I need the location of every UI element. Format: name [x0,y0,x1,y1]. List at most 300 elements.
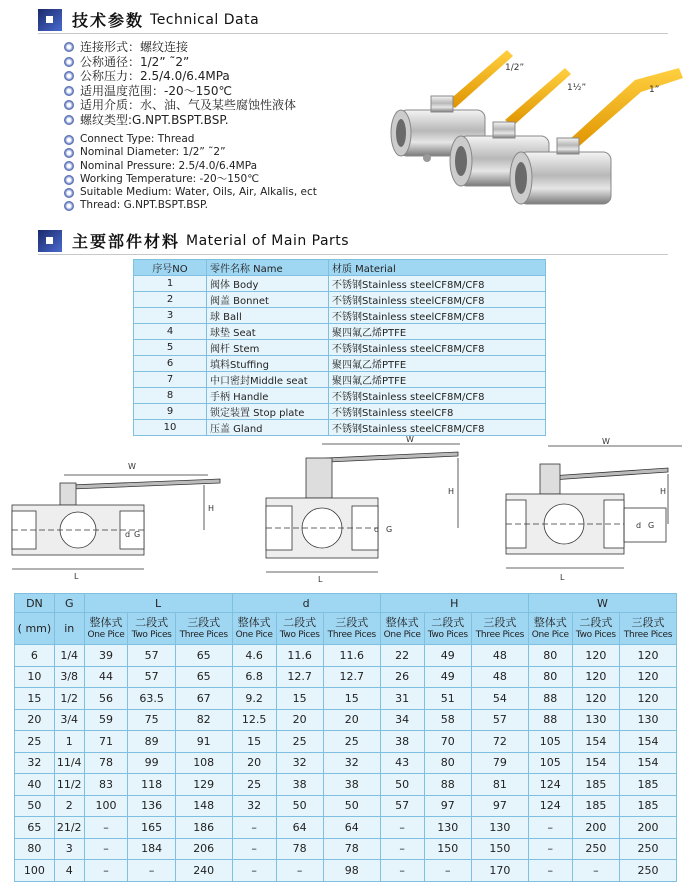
dims-cell: 120 [619,645,676,667]
part-material: 不锈钢Stainless steelCF8M/CF8 [329,420,546,436]
dims-cell: 78 [84,752,128,774]
bullet-icon [64,57,74,67]
parts-table-row [134,324,546,340]
dims-cell: 97 [471,795,528,817]
parts-table-row [134,276,546,292]
spec-item [64,69,296,84]
spec-text: Suitable Medium: Water, Oils, Air, Alkalis, ect [80,186,317,199]
dims-subheader [424,613,471,645]
dims-cell: 49 [424,666,471,688]
dims-cell: 206 [175,838,232,860]
dims-cell: 185 [619,774,676,796]
dims-subheader-zh: 二段式 [135,615,169,629]
part-no: 8 [134,388,207,404]
dims-cell: 25 [232,774,276,796]
dims-cell: 75 [128,709,175,731]
photo-label-3: 1” [649,85,660,95]
dims-cell: 57 [128,645,175,667]
dims-cell: 80 [528,645,572,667]
dims-subheader-zh: 三段式 [335,615,369,629]
part-name: 球 Ball [207,308,329,324]
dims-cell: 44 [84,666,128,688]
spec-item [64,98,296,113]
spec-item [64,186,317,199]
dims-cell: 184 [128,838,175,860]
dims-cell: 88 [528,709,572,731]
dims-cell: 150 [471,838,528,860]
dims-cell: – [232,817,276,839]
dims-subheader-zh: 二段式 [283,615,317,629]
dims-cell: 82 [175,709,232,731]
dims-cell: 99 [128,752,175,774]
dims-cell: 50 [276,795,323,817]
spec-text: 连接形式：螺纹连接 [80,40,189,54]
dims-cell: 12.7 [276,666,323,688]
dims-cell: 185 [572,774,619,796]
dims-cell: – [528,817,572,839]
part-name: 填料Stuffing [207,356,329,372]
dims-cell: 97 [424,795,471,817]
dims-subheader-en: Three Pices [179,629,228,640]
dims-cell: 50 [323,795,380,817]
dims-subheader-en: Three Pices [475,629,524,640]
spec-item [64,199,317,212]
dims-cell: 1 [54,731,84,753]
part-name: 手柄 Handle [207,388,329,404]
drawing-one-piece [8,445,230,585]
dims-subheader [84,613,128,645]
dims-cell: 124 [528,774,572,796]
dims-cell: 48 [471,645,528,667]
dims-cell: 154 [619,752,676,774]
dims-subheader-en: One Pice [531,629,569,640]
dims-cell: 120 [619,666,676,688]
dims-dn-unit: ( mm) [15,613,55,645]
dims-cell: 20 [323,709,380,731]
dims-col-w: W [528,594,676,613]
part-material: 不锈钢Stainless steelCF8M/CF8 [329,276,546,292]
part-no: 1 [134,276,207,292]
dims-cell: 58 [424,709,471,731]
dims-cell: 11.6 [276,645,323,667]
section-divider [38,254,668,255]
dims-cell: – [84,860,128,882]
part-name: 阀杆 Stem [207,340,329,356]
part-material: 不锈钢Stainless steelCF8M/CF8 [329,388,546,404]
dims-cell: 154 [572,731,619,753]
dims-cell: 81 [471,774,528,796]
dims-table-row [15,645,677,667]
dims-cell: 250 [572,838,619,860]
part-name: 压盖 Gland [207,420,329,436]
parts-table [133,259,546,436]
h-label: H [660,487,667,496]
dims-cell: 88 [424,774,471,796]
dims-cell: 3 [54,838,84,860]
dims-cell: 38 [323,774,380,796]
dims-cell: 78 [323,838,380,860]
dims-subheader [471,613,528,645]
h-label: H [208,504,215,513]
dims-cell: 78 [276,838,323,860]
section-marker-icon [38,9,62,31]
dims-cell: 80 [424,752,471,774]
dims-cell: 64 [323,817,380,839]
dims-cell: 32 [323,752,380,774]
dims-cell: 1/2 [54,688,84,710]
dims-cell: 3/4 [54,709,84,731]
dims-cell: 108 [175,752,232,774]
dims-subheader-en: Two Pices [427,629,468,640]
dims-subheader [380,613,424,645]
dims-cell: 20 [276,709,323,731]
w-label: W [406,436,414,444]
dims-cell: 80 [528,666,572,688]
dims-cell: 34 [380,709,424,731]
technical-data-heading: 技术参数 Technical Data [38,8,259,31]
dims-subheader [619,613,676,645]
dims-cell: 200 [572,817,619,839]
dims-subheader [128,613,175,645]
dims-cell: 38 [380,731,424,753]
bullet-icon [64,100,74,110]
part-material: 不锈钢Stainless steelCF8M/CF8 [329,292,546,308]
dims-cell: 11/4 [54,752,84,774]
dims-cell: 83 [84,774,128,796]
spec-item [64,133,317,146]
dims-cell: 15 [232,731,276,753]
dims-cell: 65 [175,666,232,688]
dims-cell: – [528,860,572,882]
g-label: G [134,530,141,539]
bullet-icon [64,71,74,81]
drawing-two-piece [262,436,472,586]
dims-cell: 15 [276,688,323,710]
dims-subheader [175,613,232,645]
spec-text: 适用介质：水、油、气及某些腐蚀性液体 [80,98,297,112]
dims-cell: 129 [175,774,232,796]
dims-col-h: H [380,594,528,613]
dims-cell: 56 [84,688,128,710]
dims-cell: 79 [471,752,528,774]
dims-cell: 50 [15,795,55,817]
dims-cell: 91 [175,731,232,753]
dims-cell: 9.2 [232,688,276,710]
dims-cell: 98 [323,860,380,882]
dims-cell: 31 [380,688,424,710]
part-name: 锁定装置 Stop plate [207,404,329,420]
dims-header-row [15,594,677,613]
dims-cell: 118 [128,774,175,796]
dims-cell: 57 [380,795,424,817]
dims-col-g: G [54,594,84,613]
dims-cell: 100 [84,795,128,817]
spec-text: Connect Type: Thread [80,133,195,145]
dims-cell: – [380,860,424,882]
dims-cell: 130 [471,817,528,839]
parts-table-row [134,340,546,356]
section-marker-icon [38,230,62,252]
handle-one-piece [569,68,683,148]
specs-chinese-list [64,40,296,127]
dims-subheader-en: One Pice [87,629,125,640]
dims-subheader-zh: 三段式 [483,615,517,629]
dims-subheader-en: One Pice [383,629,421,640]
dims-cell: 100 [15,860,55,882]
dims-cell: – [84,838,128,860]
bullet-icon [64,175,74,185]
dims-cell: 240 [175,860,232,882]
dims-table-row [15,666,677,688]
dims-cell: 43 [380,752,424,774]
parts-table-row [134,388,546,404]
dims-cell: 250 [619,860,676,882]
dims-subheader-zh: 整体式 [237,615,271,629]
dims-subheader-en: One Pice [235,629,273,640]
dims-table-row [15,817,677,839]
dims-col-d: d [232,594,380,613]
dims-subheader-zh: 三段式 [631,615,665,629]
dims-cell: 170 [471,860,528,882]
handle-three-piece [447,50,513,108]
dims-cell: 148 [175,795,232,817]
parts-table-row [134,356,546,372]
dims-cell: – [232,838,276,860]
dims-cell: 65 [175,645,232,667]
dims-cell: 63.5 [128,688,175,710]
dims-table-row [15,731,677,753]
part-no: 2 [134,292,207,308]
dims-cell: 40 [15,774,55,796]
part-no: 9 [134,404,207,420]
parts-col-no: 序号NO [134,260,207,276]
part-no: 3 [134,308,207,324]
dims-cell: 26 [380,666,424,688]
spec-text: 公称压力：2.5/4.0/6.4MPa [80,69,230,83]
dims-cell: 186 [175,817,232,839]
materials-heading: 主要部件材料 Material of Main Parts [38,229,349,252]
dims-cell: 130 [572,709,619,731]
dims-cell: 25 [276,731,323,753]
parts-table-row [134,308,546,324]
handle-two-piece [505,68,571,126]
bullet-icon [64,161,74,171]
dims-cell: 105 [528,752,572,774]
g-label: G [386,525,393,534]
l-label: L [318,575,323,584]
dims-cell: 120 [572,688,619,710]
dims-subheader-en: Two Pices [131,629,172,640]
dims-cell: 59 [84,709,128,731]
dims-subheader-zh: 二段式 [579,615,613,629]
dims-col-l: L [84,594,232,613]
dims-cell: 250 [619,838,676,860]
l-label: L [74,572,79,581]
d-label: d [636,521,642,530]
bullet-icon [64,188,74,198]
dims-cell: – [128,860,175,882]
part-name: 阀体 Body [207,276,329,292]
dims-cell: 65 [15,817,55,839]
dims-cell: 4 [54,860,84,882]
part-name: 阀盖 Bonnet [207,292,329,308]
dims-cell: 185 [572,795,619,817]
dims-cell: 32 [232,795,276,817]
dims-cell: 25 [15,731,55,753]
dims-subheader [323,613,380,645]
spec-text: Thread: G.NPT.BSPT.BSP. [80,199,208,212]
dims-cell: 130 [424,817,471,839]
dims-table-row [15,688,677,710]
dims-subheader [276,613,323,645]
dims-cell: 6 [15,645,55,667]
dims-subheader-zh: 整体式 [89,615,123,629]
part-no: 7 [134,372,207,388]
dims-cell: 130 [619,709,676,731]
parts-table-row [134,292,546,308]
dims-cell: 10 [15,666,55,688]
section-divider [38,33,668,34]
dims-cell: 88 [528,688,572,710]
dims-cell: 72 [471,731,528,753]
spec-item [64,160,317,173]
spec-item [64,146,317,159]
dims-subheader-zh: 整体式 [533,615,567,629]
bullet-icon [64,86,74,96]
part-material: 聚四氟乙烯PTFE [329,324,546,340]
dims-cell: 1/4 [54,645,84,667]
bullet-icon [64,115,74,125]
dims-table-row [15,774,677,796]
dims-cell: 48 [471,666,528,688]
bullet-icon [64,201,74,211]
dims-cell: 38 [276,774,323,796]
dims-cell: – [380,838,424,860]
spec-text: Nominal Pressure: 2.5/4.0/6.4MPa [80,159,258,172]
part-material: 聚四氟乙烯PTFE [329,356,546,372]
dims-cell: 15 [15,688,55,710]
dims-cell: 12.5 [232,709,276,731]
dims-cell: 54 [471,688,528,710]
dims-cell: 32 [276,752,323,774]
dims-subheader-en: Two Pices [575,629,616,640]
dims-cell: – [232,860,276,882]
spec-item [64,84,296,99]
dims-cell: 4.6 [232,645,276,667]
dims-subheader [232,613,276,645]
parts-col-material: 材质 Material [329,260,546,276]
h-label: H [448,487,455,496]
dims-cell: 89 [128,731,175,753]
spec-item [64,40,296,55]
g-label: G [648,521,655,530]
dims-cell: 120 [619,688,676,710]
part-no: 5 [134,340,207,356]
dims-col-dn: DN [15,594,55,613]
spec-item [64,55,296,70]
dims-subheader-zh: 二段式 [431,615,465,629]
dims-cell: – [276,860,323,882]
dims-cell: 70 [424,731,471,753]
dims-cell: 49 [424,645,471,667]
l-label: L [560,573,565,582]
dims-cell: 80 [15,838,55,860]
valve-photo [387,40,687,220]
spec-text: Working Temperature: -20～150℃ [80,172,260,185]
part-material: 不锈钢Stainless steelCF8 [329,404,546,420]
dims-cell: 185 [619,795,676,817]
dims-cell: 120 [572,666,619,688]
part-no: 6 [134,356,207,372]
dims-cell: – [572,860,619,882]
dims-cell: 57 [128,666,175,688]
dims-cell: 3/8 [54,666,84,688]
dims-table-row [15,795,677,817]
dims-cell: 136 [128,795,175,817]
w-label: W [602,437,610,446]
dims-cell: 39 [84,645,128,667]
dims-cell: 105 [528,731,572,753]
dims-cell: 150 [424,838,471,860]
dims-cell: 154 [572,752,619,774]
w-label: W [128,462,136,471]
part-name: 中口密封Middle seat [207,372,329,388]
dims-cell: 120 [572,645,619,667]
dims-subheader [528,613,572,645]
spec-text: 公称通径：1/2” ˜2” [80,54,190,69]
dims-cell: 50 [380,774,424,796]
part-name: 球垫 Seat [207,324,329,340]
dims-table-row [15,838,677,860]
dims-cell: 20 [232,752,276,774]
spec-text: Nominal Diameter: 1/2” ˜2” [80,146,226,159]
dims-subheader-zh: 整体式 [385,615,419,629]
dims-cell: 11.6 [323,645,380,667]
dims-cell: 15 [323,688,380,710]
parts-table-row [134,372,546,388]
dims-cell: – [424,860,471,882]
dims-cell: 25 [323,731,380,753]
dims-cell: 200 [619,817,676,839]
parts-table-row [134,420,546,436]
dims-cell: 21/2 [54,817,84,839]
part-no: 4 [134,324,207,340]
spec-item [64,113,296,128]
dims-table-row [15,752,677,774]
dimensions-table [14,593,677,882]
dims-cell: – [528,838,572,860]
dims-cell: 6.8 [232,666,276,688]
dims-cell: 64 [276,817,323,839]
parts-table-header [134,260,546,276]
dims-cell: 11/2 [54,774,84,796]
dims-cell: 2 [54,795,84,817]
d-label: d [374,525,380,534]
dims-cell: – [84,817,128,839]
dims-cell: – [380,817,424,839]
spec-text: 螺纹类型:G.NPT.BSPT.BSP. [80,112,229,127]
dims-cell: 20 [15,709,55,731]
dims-g-unit: in [54,613,84,645]
photo-label-1: 1/2” [505,63,525,73]
specs-english-list [64,133,317,213]
dims-cell: 57 [471,709,528,731]
dims-subheader-en: Three Pices [327,629,376,640]
dims-subheader-row [15,613,677,645]
part-no: 10 [134,420,207,436]
dims-cell: 124 [528,795,572,817]
dims-cell: 32 [15,752,55,774]
